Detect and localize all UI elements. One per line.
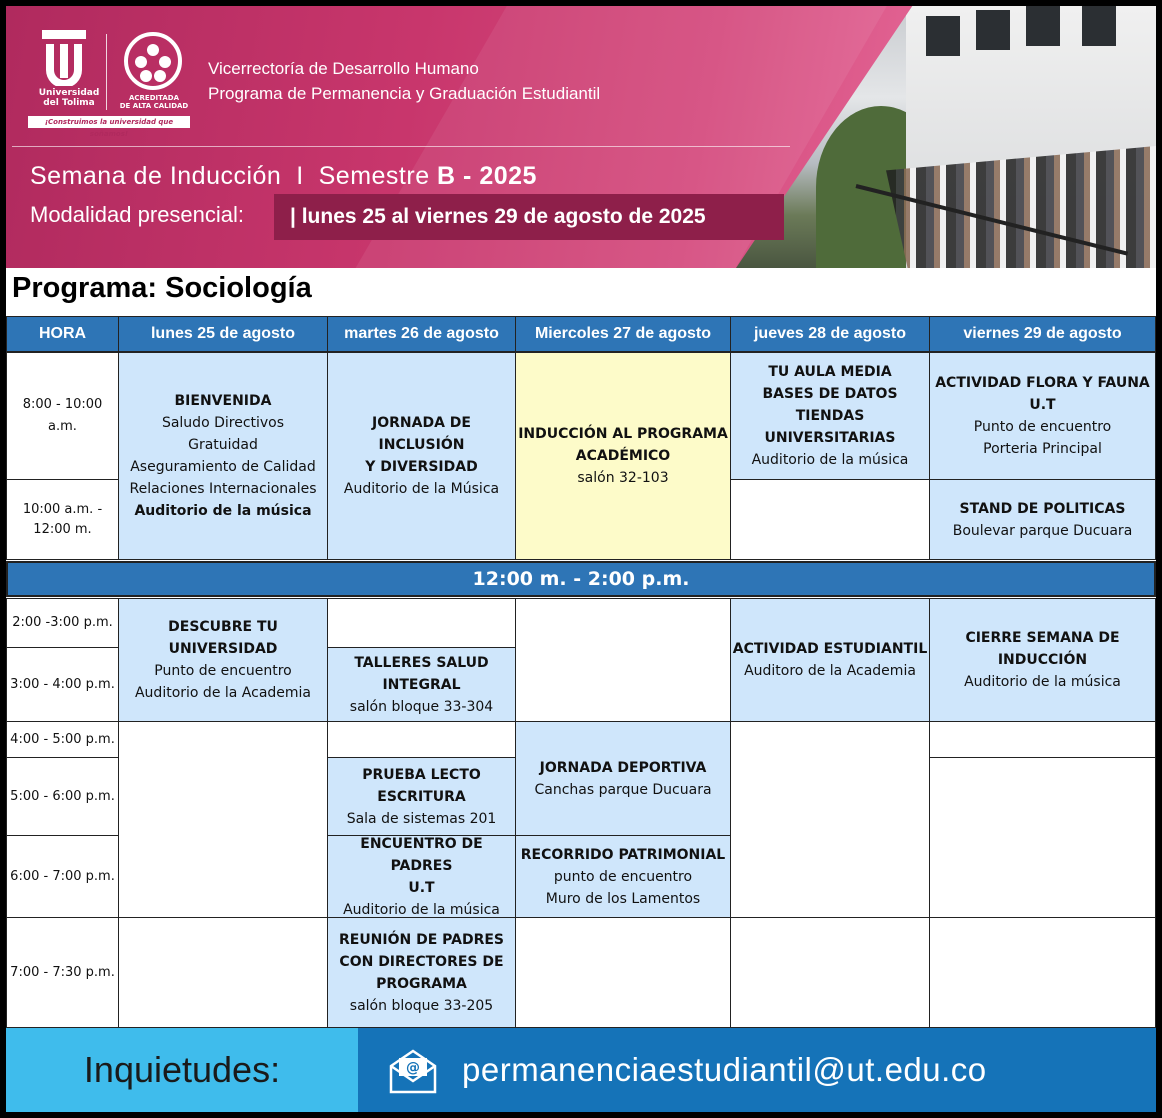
event-title: INDUCCIÓN AL PROGRAMA [518,426,728,442]
event-location: Auditorio de la Música [343,481,500,497]
event-location: Punto de encuentro [973,419,1112,435]
empty-cell [929,721,1156,758]
event-bienvenida [118,352,328,560]
schedule-grid [6,316,1156,1028]
acreditada-logo [116,30,188,120]
event-location: Canchas parque Ducuara [534,781,712,798]
hour-8-10: 8:00 - 10:00 a.m. [6,352,119,480]
event-jornada-deportiva [515,721,731,836]
event-item: Relaciones Internacionales [129,481,317,497]
event-title: REUNIÓN DE PADRES [338,931,505,948]
hour-3-4: 3:00 - 4:00 p.m. [6,647,119,722]
event-location: Porteria Principal [983,441,1102,457]
event-aula-media [730,352,930,480]
acreditada-dot [140,70,152,82]
event-location: Muro de los Lamentos [545,890,701,907]
event-title: ACTIVIDAD ESTUDIANTIL [732,641,928,657]
event-location: Punto de encuentro [154,663,292,679]
event-title: JORNADA DEPORTIVA [539,759,707,776]
event-jornada-inclusion [327,352,516,560]
banner-divider [12,146,790,147]
header-thu: jueves 28 de agosto [730,316,930,352]
acreditada-line1: ACREDITADA [128,94,180,102]
event-location: Auditorio de la música [751,452,909,468]
vicerrectoria-text [208,56,600,106]
header-hora: HORA [6,316,119,352]
ut-logo-icon [42,30,86,86]
footer-email-box [358,1028,1156,1112]
ut-logo-name [30,88,108,108]
event-title: ACTIVIDAD FLORA Y FAUNA [935,375,1150,391]
ut-name-line2: del Tolima [43,98,95,108]
event-location: salón bloque 33-205 [349,997,494,1014]
empty-cell [515,917,731,1028]
photo-window [926,16,960,56]
event-actividad-estudiantil [730,598,930,722]
event-title: INTEGRAL [382,676,461,693]
acreditada-ring-icon [124,32,182,90]
empty-cell [515,598,731,722]
event-item: Aseguramiento de Calidad [130,459,316,475]
empty-cell [730,721,930,918]
empty-cell [730,479,930,560]
event-reunion-padres [327,917,516,1028]
acreditada-text [116,94,192,110]
fechas-box: | lunes 25 al viernes 29 de agosto de 2025 [274,194,784,240]
acreditada-dot [147,44,159,56]
logo-divider [106,34,107,110]
header-banner [6,6,1156,268]
event-encuentro-padres [327,835,516,918]
programa-bar [6,268,1156,316]
semestre-value: B - 2025 [437,162,537,190]
event-induccion-programa [515,352,731,560]
hour-6-7: 6:00 - 7:00 p.m. [6,835,119,918]
event-stand-politicas [929,479,1156,560]
event-title: U.T [1029,397,1056,413]
header-tue: martes 26 de agosto [327,316,516,352]
mail-icon [388,1048,438,1094]
header-fri: viernes 29 de agosto [929,316,1156,352]
programa-permanencia-line: Programa de Permanencia y Graduación Estudiantil [208,84,601,103]
event-title: BASES DE DATOS [762,386,898,402]
svg-text:@: @ [406,1060,420,1076]
event-item: Saludo Directivos [161,415,285,431]
event-title: PRUEBA LECTO [362,766,481,783]
semana-title [30,162,537,191]
acreditada-dot [135,56,147,68]
event-title: INDUCCIÓN [997,652,1088,668]
hour-5-6: 5:00 - 6:00 p.m. [6,757,119,836]
footer-label: Inquietudes: [83,1049,281,1090]
event-title: Y DIVERSIDAD [365,459,478,475]
event-location: Boulevar parque Ducuara [952,522,1133,539]
empty-cell [929,757,1156,918]
ut-logo [30,30,110,130]
event-item: Gratuidad [188,437,258,453]
event-title: ACADÉMICO [575,448,671,464]
contact-email-link[interactable]: permanenciaestudiantil@ut.edu.co [462,1051,987,1088]
event-title: BIENVENIDA [174,393,272,409]
vicerrectoria-line: Vicerrectoría de Desarrollo Humano [208,59,479,78]
event-title: TIENDAS UNIVERSITARIAS [764,408,896,446]
semestre-label: Semestre [318,162,430,190]
empty-cell [327,721,516,758]
event-location: salón 32-103 [577,470,669,486]
event-location: salón bloque 33-304 [349,698,494,715]
photo-window [1026,6,1060,46]
event-descubre-universidad [118,598,328,722]
event-location: Sala de sistemas 201 [346,810,497,827]
event-location: Auditorio de la música [964,674,1121,690]
acreditada-dot [154,70,166,82]
programa-title: Programa: Sociología [12,272,312,304]
event-title: CIERRE SEMANA DE [965,630,1120,646]
photo-window [1082,6,1116,46]
header-mon: lunes 25 de agosto [118,316,328,352]
event-location: Auditorio de la música [343,901,500,918]
empty-cell [118,721,328,918]
photo-window [976,10,1010,50]
event-recorrido-patrimonial [515,835,731,918]
event-title: TALLERES SALUD [354,654,489,671]
event-title: STAND DE POLITICAS [959,500,1126,517]
event-title: PROGRAMA [376,975,467,992]
empty-cell [929,917,1156,1028]
event-location: punto de encuentro [553,868,693,885]
header-wed: Miercoles 27 de agosto [515,316,731,352]
ut-name-line1: Universidad [38,88,100,98]
hour-2-3: 2:00 -3:00 p.m. [6,598,119,648]
event-title: JORNADA DE INCLUSIÓN [372,415,471,453]
hour-7-730: 7:00 - 7:30 p.m. [6,917,119,1028]
empty-cell [118,917,328,1028]
event-flora-fauna [929,352,1156,480]
event-title: CON DIRECTORES DE [339,953,504,970]
event-title: U.T [408,879,435,896]
event-title: RECORRIDO PATRIMONIAL [520,846,726,863]
acreditada-dot [159,56,171,68]
event-title: DESCUBRE TU UNIVERSIDAD [168,619,278,657]
event-location: Auditorio de la música [134,503,312,519]
event-title: TU AULA MEDIA [768,364,892,380]
event-prueba-lecto [327,757,516,836]
empty-cell [730,917,930,1028]
lunch-break: 12:00 m. - 2:00 p.m. [6,561,1156,597]
acreditada-line2: DE ALTA CALIDAD [119,102,189,110]
footer [6,1028,1156,1112]
semana-label: Semana de Inducción [30,162,282,190]
hour-10-12: 10:00 a.m. - 12:00 m. [6,479,119,560]
event-location: Auditoro de la Academia [744,663,916,679]
event-talleres-salud [327,647,516,722]
event-cierre-semana [929,598,1156,722]
event-location: Auditorio de la Academia [134,685,312,701]
footer-label-box [6,1028,358,1112]
event-title: ENCUENTRO DE PADRES [360,835,483,874]
event-title: ESCRITURA [377,788,466,805]
modalidad-label: Modalidad presencial: [30,202,245,227]
empty-cell [327,598,516,648]
ut-slogan: ¡Construimos la universidad que soñamos! [28,116,190,128]
hour-4-5: 4:00 - 5:00 p.m. [6,721,119,758]
semana-separator: I [296,162,304,190]
